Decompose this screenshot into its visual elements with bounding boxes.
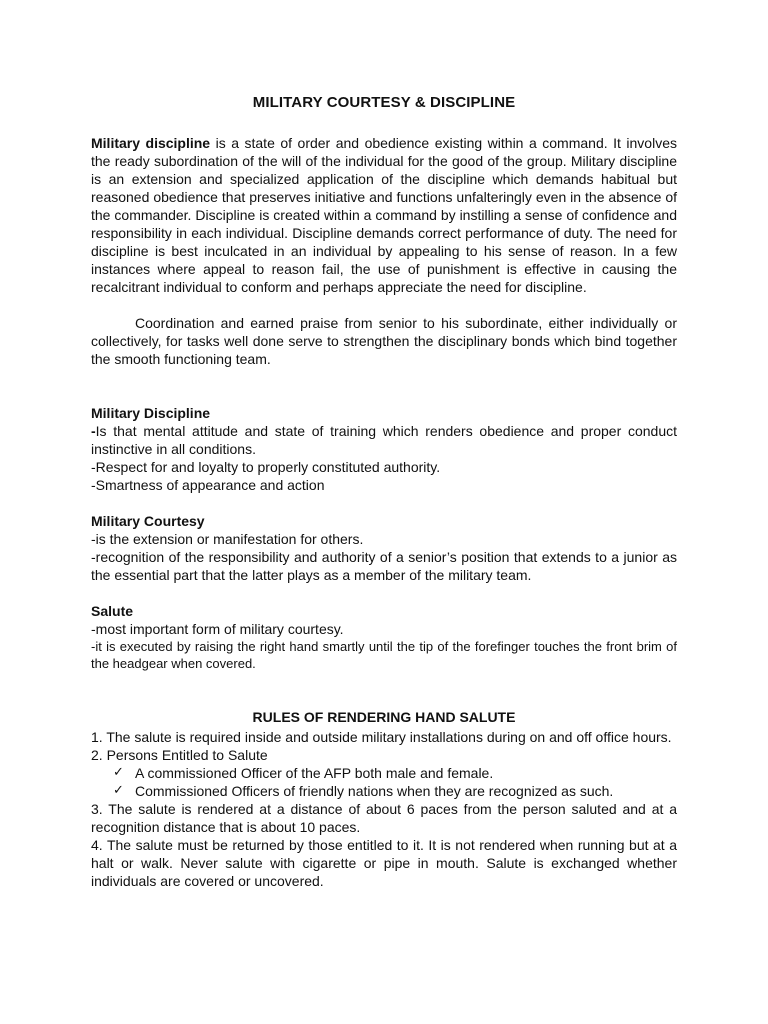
section-line: -recognition of the responsibility and authority of a senior’s position that extends to a junior as the essential part that the latter plays as a member of the military team.	[91, 549, 677, 583]
section-salute	[91, 602, 677, 672]
section-line: -is the extension or manifestation for others.	[91, 531, 364, 547]
rules-heading: RULES OF RENDERING HAND SALUTE	[252, 709, 516, 725]
section-military-discipline	[91, 404, 677, 494]
spacer	[91, 368, 677, 404]
section-line: -Respect for and loyalty to properly constituted authority.	[91, 459, 441, 475]
list-item	[91, 764, 677, 782]
rule-item: 3. The salute is rendered at a distance of about 6 paces from the person saluted and at a recognition distance that is about 10 paces.	[91, 801, 677, 835]
list-item-text: A commissioned Officer of the AFP both male and female.	[135, 765, 494, 781]
section-heading: Salute	[91, 603, 134, 619]
rule-item: 1. The salute is required inside and outside military installations during on and off office hours.	[91, 729, 672, 745]
entitled-list	[91, 764, 677, 800]
spacer	[91, 672, 677, 708]
rule-item: 4. The salute must be returned by those entitled to it. It is not rendered when running but at a halt or walk. Never salute with cigarette or pipe in mouth. Salute is exchanged whether individuals are covered or uncovered.	[91, 837, 677, 889]
intro-paragraph	[91, 134, 677, 296]
section-line: -it is executed by raising the right hand smartly until the tip of the forefinger touches the front brim of the headgear when covered.	[91, 639, 677, 671]
section-military-courtesy	[91, 512, 677, 584]
intro-body: is a state of order and obedience existing within a command. It involves the ready subordination of the will of the individual for the good of the group. Military discipline is an extension and specialized application of the discipline which demands habitual but reasoned obedience that preserves initiative and functions unfalteringly even in the absence of the commander. Discipline is created within a command by instilling a sense of confidence and responsibility in each individual. Discipline demands correct performance of duty. The need for discipline is best inculcated in an individual by appealing to his sense of reason. In a few instances where appeal to reason fail, the use of punishment is effective in causing the recalcitrant individual to conform and perhaps appreciate the need for discipline.	[91, 135, 677, 295]
section-rules	[91, 708, 677, 890]
section-line: -most important form of military courtesy.	[91, 621, 344, 637]
section-heading: Military Courtesy	[91, 513, 205, 529]
intro-term: Military discipline	[91, 135, 211, 151]
document-page	[91, 94, 677, 890]
section-line-text: Is that mental attitude and state of training which renders obedience and proper conduct instinctive in all conditions.	[91, 423, 677, 457]
spacer	[91, 494, 677, 512]
coordination-paragraph: Coordination and earned praise from senior to his subordinate, either individually or collectively, for tasks well done serve to strengthen the disciplinary bonds which bind together the smooth functioning team.	[91, 315, 677, 367]
section-line	[91, 422, 677, 458]
list-item	[91, 782, 677, 800]
page-title: MILITARY COURTESY & DISCIPLINE	[252, 94, 516, 111]
list-item-text: Commissioned Officers of friendly nations when they are recognized as such.	[135, 783, 614, 799]
section-line: -Smartness of appearance and action	[91, 477, 325, 493]
section-heading: Military Discipline	[91, 405, 211, 421]
spacer	[91, 584, 677, 602]
rule-item: 2. Persons Entitled to Salute	[91, 747, 268, 763]
checkmark-icon: ✓	[113, 765, 124, 780]
dash-mark: -	[91, 423, 96, 439]
spacer	[91, 296, 677, 314]
checkmark-icon: ✓	[113, 783, 124, 798]
